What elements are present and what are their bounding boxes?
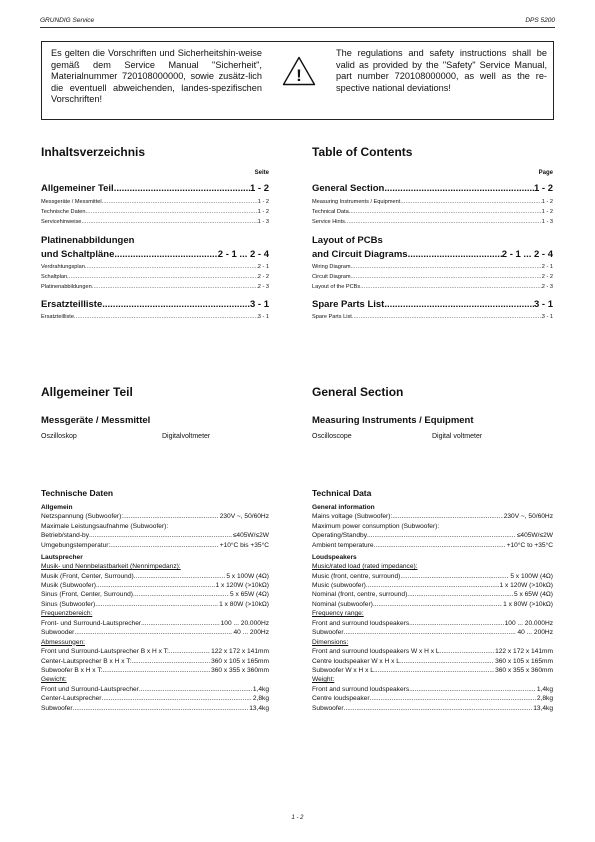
toc-subentry[interactable]: Wiring Diagram ..... 2 - 1: [312, 262, 553, 272]
spec-row: [312, 600, 553, 609]
spec-subheading: Musik- und Nennbelastbarkeit (Nennimpedanz):: [41, 563, 181, 571]
warning-triangle-icon: [282, 56, 316, 86]
toc-entry-en-spare-parts[interactable]: [312, 299, 553, 310]
spec-value: ≤405W/≤2W: [232, 532, 269, 540]
spec-row: [312, 694, 553, 703]
instrument-voltmeter-en: Digital voltmeter: [432, 433, 483, 440]
tech-data-de: [41, 503, 269, 713]
spec-row: [312, 666, 553, 675]
spec-value: 40 ... 200Hz: [517, 629, 553, 637]
spec-group-heading: General information: [312, 504, 375, 511]
spec-row: [41, 600, 269, 609]
spec-value: 1 x 80W (>10kΩ): [503, 600, 553, 608]
instrument-oscilloscope-de: Oszilloskop: [41, 433, 77, 440]
spec-value: 5 x 100W (4Ω): [510, 572, 553, 580]
spec-row: [41, 531, 269, 540]
toc-entry-en-pcbs-line1: Layout of PCBs: [312, 235, 383, 246]
tech-title-en: Technical Data: [312, 488, 372, 498]
spec-label: Front und Surround-Lautsprecher B x H x T:: [41, 648, 169, 656]
spec-row: [312, 590, 553, 599]
spec-label: Betrieb/stand-by: [41, 532, 90, 540]
spec-value: 13,4kg: [533, 704, 553, 712]
spec-value: 122 x 172 x 141mm: [495, 648, 553, 656]
spec-label: Music (front, centre, surround): [312, 572, 401, 580]
subsection-title-de: Messgeräte / Messmittel: [41, 415, 151, 426]
header-left: GRUNDIG Service: [40, 17, 95, 24]
spec-row: [41, 590, 269, 599]
spec-value: 360 x 355 x 360mm: [211, 666, 269, 674]
spec-subheading: Gewicht:: [41, 676, 67, 684]
toc-subentry[interactable]: Circuit Diagram ..... 2 - 2: [312, 272, 553, 282]
spec-label: Musik (Front, Center, Surround): [41, 572, 134, 580]
spec-value: 230V ~, 50/60Hz: [503, 513, 553, 521]
spec-value: 100 ... 20.000Hz: [220, 619, 269, 627]
spec-label: Center-Lautsprecher B x H x T:: [41, 657, 132, 665]
spec-label: Centre loudspeaker W x H x L: [312, 657, 400, 665]
spec-value: 5 x 65W (4Ω): [513, 591, 553, 599]
spec-label: Nominal (subwoofer): [312, 600, 373, 608]
spec-group-heading: Loudspeakers: [312, 553, 357, 561]
page-number: 1 - 2: [291, 815, 304, 821]
spec-label: Front and surround loudspeakers: [312, 685, 410, 693]
spec-row: [41, 657, 269, 666]
toc-entry-en-general-section[interactable]: [312, 183, 553, 194]
toc-label: und Schaltpläne: [41, 249, 115, 260]
spec-row: [41, 704, 269, 713]
toc-entry-de-platinen-line1: Platinenabbildungen: [41, 235, 135, 246]
spec-label: Sinus (Subwoofer): [41, 600, 96, 608]
toc-subentry[interactable]: Platinenabbildungen ..... 2 - 3: [41, 282, 269, 292]
toc-subentry[interactable]: Technische Daten ..... 1 - 2: [41, 207, 269, 217]
spec-row: [312, 572, 553, 581]
spec-row: [41, 572, 269, 581]
toc-sublist-en-2: [312, 262, 553, 293]
spec-value: 230V ~, 50/60Hz: [219, 513, 269, 521]
spec-label: Umgebungstemperatur:: [41, 541, 111, 549]
warning-glyph: !: [296, 66, 302, 85]
spec-value: 2,8kg: [536, 695, 553, 703]
toc-page: 2 - 1 ... 2 - 4: [217, 249, 269, 260]
spec-label: Musik (Subwoofer): [41, 582, 96, 589]
spec-value: 1 x 120W (>10kΩ): [499, 582, 553, 589]
header-divider: [40, 27, 555, 28]
spec-row: [41, 628, 269, 637]
spec-label: Front und Surround-Lautsprecher: [41, 685, 139, 693]
spec-row: [41, 694, 269, 703]
spec-value: 360 x 105 x 165mm: [495, 657, 553, 665]
spec-subheading: Abmessungen:: [41, 638, 85, 646]
spec-row: [312, 704, 553, 713]
toc-entry-de-platinen[interactable]: [41, 249, 269, 260]
spec-label: Subwoofer: [41, 704, 73, 712]
spec-label: Subwooder: [41, 629, 75, 637]
tech-data-en: [312, 503, 553, 713]
toc-subentry[interactable]: Measuring Instruments / Equipment ..... 1 - 2: [312, 197, 553, 207]
spec-value: 1,4kg: [536, 685, 553, 693]
toc-subentry[interactable]: Messgeräte / Messmittel ..... 1 - 2: [41, 197, 269, 207]
spec-label: Music (subwoofer): [312, 582, 366, 589]
spec-label: Centre loudspeaker: [312, 695, 370, 703]
spec-row: [312, 619, 553, 628]
spec-subheading: Music/rated load (rated impedance):: [312, 563, 418, 571]
subsection-title-en: Measuring Instruments / Equipment: [312, 415, 474, 426]
section-title-en: General Section: [312, 385, 404, 399]
spec-value: 1 x 120W (>10kΩ): [215, 582, 269, 589]
spec-label: Front and surround loudspeakers W x H x L: [312, 648, 440, 656]
toc-subentry[interactable]: Layout of the PCBs ..... 2 - 3: [312, 282, 553, 292]
spec-subheading: Frequenzbereich:: [41, 610, 93, 618]
instrument-voltmeter-de: Digitalvoltmeter: [162, 433, 211, 440]
spec-value: 1 x 80W (>10kΩ): [219, 600, 269, 608]
spec-row: [41, 512, 269, 521]
spec-label: Subwoofer: [312, 704, 344, 712]
spec-value: 5 x 65W (4Ω): [229, 591, 269, 599]
spec-row: [312, 685, 553, 694]
spec-row: [41, 647, 269, 656]
toc-entry-de-ersatzteilliste[interactable]: [41, 299, 269, 310]
spec-value: +10°C bis +35°C: [219, 541, 269, 549]
spec-subheading: Weight:: [312, 676, 335, 684]
toc-title-en: Table of Contents: [312, 145, 413, 159]
toc-label: Ersatzteilliste: [41, 299, 103, 310]
toc-subentry[interactable]: Schaltplan ..... 2 - 2: [41, 272, 269, 282]
notice-english: The regulations and safety instructions shall be valid as provided by the "Safety" Service Manual, part number 720108000000, as well as the re-spective national deviations!: [336, 48, 547, 93]
toc-page: 2 - 1 ... 2 - 4: [501, 249, 553, 260]
spec-value: 2,8kg: [252, 695, 269, 703]
toc-sublist-en-3: [312, 312, 553, 322]
spec-row: [312, 531, 553, 540]
toc-subentry[interactable]: Technical Data ..... 1 - 2: [312, 207, 553, 217]
toc-subentry[interactable]: Servicehinweise ..... 1 - 3: [41, 217, 269, 227]
notice-german: Es gelten die Vorschriften und Sicherheitshin-weise gemäß dem Service Manual "Sicherheit", Materialnummer 720108000000, sowie zusätz-lich die eventuell abweichenden, landes-spezifischen Vorschriften!: [51, 48, 262, 105]
spec-value: 360 x 355 x 360mm: [495, 666, 553, 674]
toc-label: and Circuit Diagrams: [312, 249, 408, 260]
spec-subheading: Dimensions:: [312, 638, 349, 646]
spec-row: [312, 512, 553, 521]
toc-page: 3 - 1: [249, 299, 269, 310]
spec-label: Subwoofer: [312, 629, 344, 637]
toc-subentry[interactable]: Spare Parts List ..... 3 - 1: [312, 312, 553, 322]
toc-entry-de-allgemeiner-teil[interactable]: [41, 183, 269, 194]
spec-value: 1,4kg: [252, 685, 269, 693]
spec-row: [312, 541, 553, 550]
spec-row: [312, 581, 553, 590]
tech-title-de: Technische Daten: [41, 488, 114, 498]
spec-note: Maximum power consumption (Subwoofer):: [312, 522, 440, 530]
toc-entry-en-pcbs[interactable]: [312, 249, 553, 260]
toc-subentry[interactable]: Service Hints ..... 1 - 3: [312, 217, 553, 227]
spec-row: [312, 628, 553, 637]
spec-row: [41, 581, 269, 590]
toc-subentry[interactable]: Verdrahtungsplan ..... 2 - 1: [41, 262, 269, 272]
spec-value: 5 x 100W (4Ω): [226, 572, 269, 580]
spec-label: Subwoofer W x H x L: [312, 666, 374, 674]
spec-subheading: Frequency range:: [312, 610, 364, 618]
spec-label: Center-Lautsprecher: [41, 695, 102, 703]
spec-group-heading: Allgemein: [41, 504, 73, 511]
spec-value: ≤405W/≤2W: [516, 532, 553, 540]
spec-value: 100 ... 20.000Hz: [504, 619, 553, 627]
spec-label: Subwoofer B x H x T:: [41, 666, 103, 674]
toc-page: 1 - 2: [249, 183, 269, 194]
spec-value: +10°C to +35°C: [506, 541, 553, 549]
toc-title-de: Inhaltsverzeichnis: [41, 145, 146, 159]
spec-label: Front- und Surround-Lautsprecher: [41, 619, 142, 627]
spec-row: [312, 647, 553, 656]
spec-label: Sinus (Front, Center, Surround): [41, 591, 133, 599]
spec-label: Mains voltage (Subwoofer):: [312, 513, 393, 521]
spec-group-heading: Lautsprecher: [41, 553, 83, 561]
spec-label: Operating/Standby: [312, 532, 367, 540]
toc-page-label-de: Seite: [254, 170, 269, 176]
toc-sublist-de-3: [41, 312, 269, 322]
toc-sublist-de-2: [41, 262, 269, 293]
toc-subentry[interactable]: Ersatzteilliste ..... 3 - 1: [41, 312, 269, 322]
spec-label: Netzspannung (Subwoofer):: [41, 513, 124, 521]
toc-page: 3 - 1: [533, 299, 553, 310]
spec-value: 122 x 172 x 141mm: [211, 648, 269, 656]
toc-sublist-de-1: [41, 197, 269, 228]
toc-label: General Section: [312, 183, 385, 194]
spec-row: [41, 685, 269, 694]
spec-row: [41, 619, 269, 628]
spec-label: Nominal (front, centre, surround): [312, 591, 408, 599]
spec-value: 13,4kg: [249, 704, 269, 712]
toc-page-label-en: Page: [538, 170, 553, 176]
header-right: DPS 5200: [525, 17, 555, 24]
spec-label: Front and surround loudspeakers: [312, 619, 410, 627]
spec-label: Ambient temperature: [312, 541, 374, 549]
spec-row: [41, 666, 269, 675]
spec-row: [41, 541, 269, 550]
instrument-oscilloscope-en: Oscilloscope: [312, 433, 352, 440]
spec-value: 40 ... 200Hz: [233, 629, 269, 637]
toc-sublist-en-1: [312, 197, 553, 228]
spec-row: [312, 657, 553, 666]
section-title-de: Allgemeiner Teil: [41, 385, 133, 399]
spec-value: 360 x 105 x 165mm: [211, 657, 269, 665]
toc-page: 1 - 2: [533, 183, 553, 194]
spec-note: Maximale Leistungsaufnahme (Subwoofer):: [41, 522, 169, 530]
toc-label: Spare Parts List: [312, 299, 385, 310]
toc-label: Allgemeiner Teil: [41, 183, 114, 194]
